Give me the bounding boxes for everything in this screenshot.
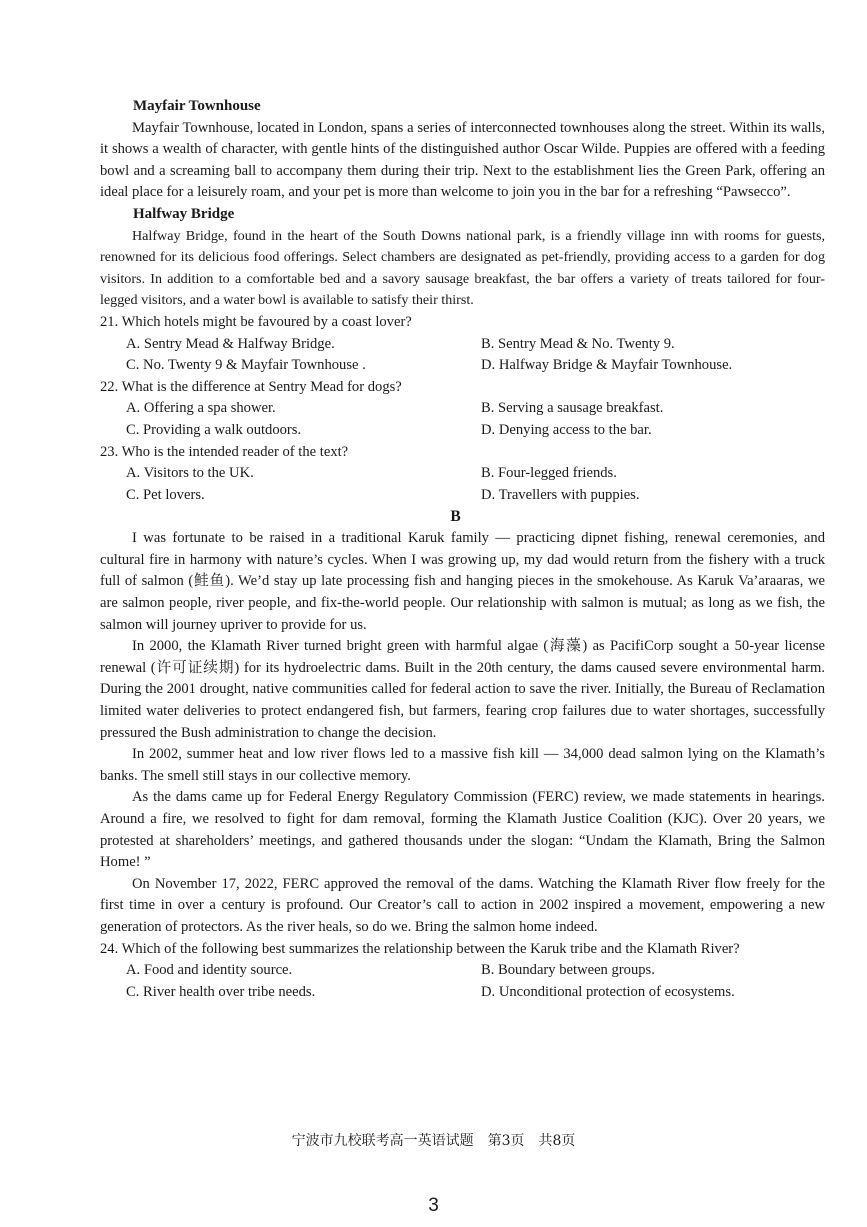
- option-d: D. Travellers with puppies.: [481, 486, 640, 503]
- question-stem: 21. Which hotels might be favoured by a coast lover?: [100, 313, 412, 330]
- question-stem: 22. What is the difference at Sentry Mead for dogs?: [100, 378, 402, 395]
- option-a: A. Food and identity source.: [126, 962, 293, 979]
- option-a: A. Visitors to the UK.: [126, 465, 254, 482]
- passage-b: [100, 528, 825, 938]
- option-c: C. River health over tribe needs.: [126, 983, 316, 1000]
- answer-options: [126, 463, 825, 506]
- exam-page-body: [100, 96, 825, 1003]
- hotel-mayfair-block: [100, 96, 825, 204]
- option-d: D. Unconditional protection of ecosystems.: [481, 983, 735, 1000]
- question-21: [100, 312, 825, 377]
- question-24: [100, 939, 825, 1004]
- question-stem: 23. Who is the intended reader of the text?: [100, 443, 349, 460]
- passage-paragraph: I was fortunate to be raised in a traditional Karuk family — practicing dipnet fishing, renewal ceremonies, and cultural fire in harmony with nature’s cycles. When I was growing up, my dad would return from the fishery with a truck full of salmon (鲑鱼). We’d stay up late processing fish and hanging pieces in the smokehouse. As Karuk Va’araaras, we are salmon people, river people, and fix-the-world people. Our relationship with salmon is mutual; as long as we fish, the salmon will journey upriver to provide for us.: [100, 530, 825, 633]
- passage-paragraph: As the dams came up for Federal Energy Regulatory Commission (FERC) review, we made statements in hearings. Around a fire, we resolved to fight for dam removal, forming the Klamath Justice Coalition (KJC). Over 20 years, we protested at shareholders’ meetings, and gathered thousands under the slogan: “Undam the Klamath, Bring the Salmon Home! ”: [100, 789, 825, 871]
- passage-paragraph: In 2002, summer heat and low river flows led to a massive fish kill — 34,000 dead salmon lying on the Klamath’s banks. The smell still stays in our collective memory.: [100, 746, 825, 784]
- option-a: A. Offering a spa shower.: [126, 400, 276, 417]
- page-footer: 宁波市九校联考高一英语试题 第3页 共8页: [291, 1133, 576, 1149]
- option-c: C. No. Twenty 9 & Mayfair Townhouse .: [126, 357, 366, 374]
- hotel-halfway-block: [100, 204, 825, 312]
- option-c: C. Providing a walk outdoors.: [126, 421, 302, 438]
- option-b: B. Sentry Mead & No. Twenty 9.: [481, 335, 675, 352]
- section-b-label: B: [450, 508, 461, 526]
- question-22: [100, 377, 825, 442]
- passage-paragraph: In 2000, the Klamath River turned bright green with harmful algae (海藻) as PacifiCorp sought a 50-year license renewal (许可证续期) for its hydroelectric dams. Built in the 20th century, the dams caused severe environmental harm. During the 2001 drought, native communities called for federal action to save the river. Initially, the Bureau of Reclamation limited water deliveries to protect endangered fish, but farmers, fearing crop failures due to water shortages, successfully pressured the Bush administration to change the decision.: [100, 638, 825, 741]
- hotel-description: Mayfair Townhouse, located in London, spans a series of interconnected townhouses along the street. Within its walls, it shows a wealth of character, with gentle hints of the distinguished author Oscar Wilde. Puppies are offered with a feeding bowl and a screaming ball to accompany them during their trip. Next to the establishment lies the Green Park, offering an ideal place for a leisurely roam, and your pet is more than welcome to join you in the bar for a refreshing “Pawsecco”.: [100, 119, 825, 201]
- option-d: D. Denying access to the bar.: [481, 421, 652, 438]
- answer-options: [126, 334, 825, 377]
- question-23: [100, 442, 825, 507]
- answer-options: [126, 398, 825, 441]
- option-a: A. Sentry Mead & Halfway Bridge.: [126, 335, 335, 352]
- answer-options: [126, 960, 825, 1003]
- hotel-heading: Mayfair Townhouse: [133, 98, 261, 114]
- hotel-heading: Halfway Bridge: [133, 205, 235, 222]
- option-c: C. Pet lovers.: [126, 486, 205, 503]
- hotel-description: Halfway Bridge, found in the heart of the South Downs national park, is a friendly village inn with rooms for guests, renowned for its delicious food offerings. Select chambers are designated as pet-friendly, providing access to a garden for dog visitors. In addition to a comfortable bed and a savory sausage breakfast, the bar offers a variety of treats tailored for four-legged visitors, and a water bowl is available to satisfy their thirst.: [100, 227, 825, 309]
- question-stem: 24. Which of the following best summarizes the relationship between the Karuk tribe and the Klamath River?: [100, 940, 740, 957]
- page-number: 3: [428, 1195, 439, 1216]
- passage-paragraph: On November 17, 2022, FERC approved the removal of the dams. Watching the Klamath River flow freely for the first time in over a century is profound. Our Creator’s call to action in 2002 inspired a movement, empowering a new generation of protectors. As the river heals, so do we. Bring the salmon home indeed.: [100, 875, 825, 935]
- option-b: B. Serving a sausage breakfast.: [481, 400, 664, 417]
- option-b: B. Four-legged friends.: [481, 465, 617, 482]
- option-b: B. Boundary between groups.: [481, 962, 655, 979]
- option-d: D. Halfway Bridge & Mayfair Townhouse.: [481, 357, 733, 374]
